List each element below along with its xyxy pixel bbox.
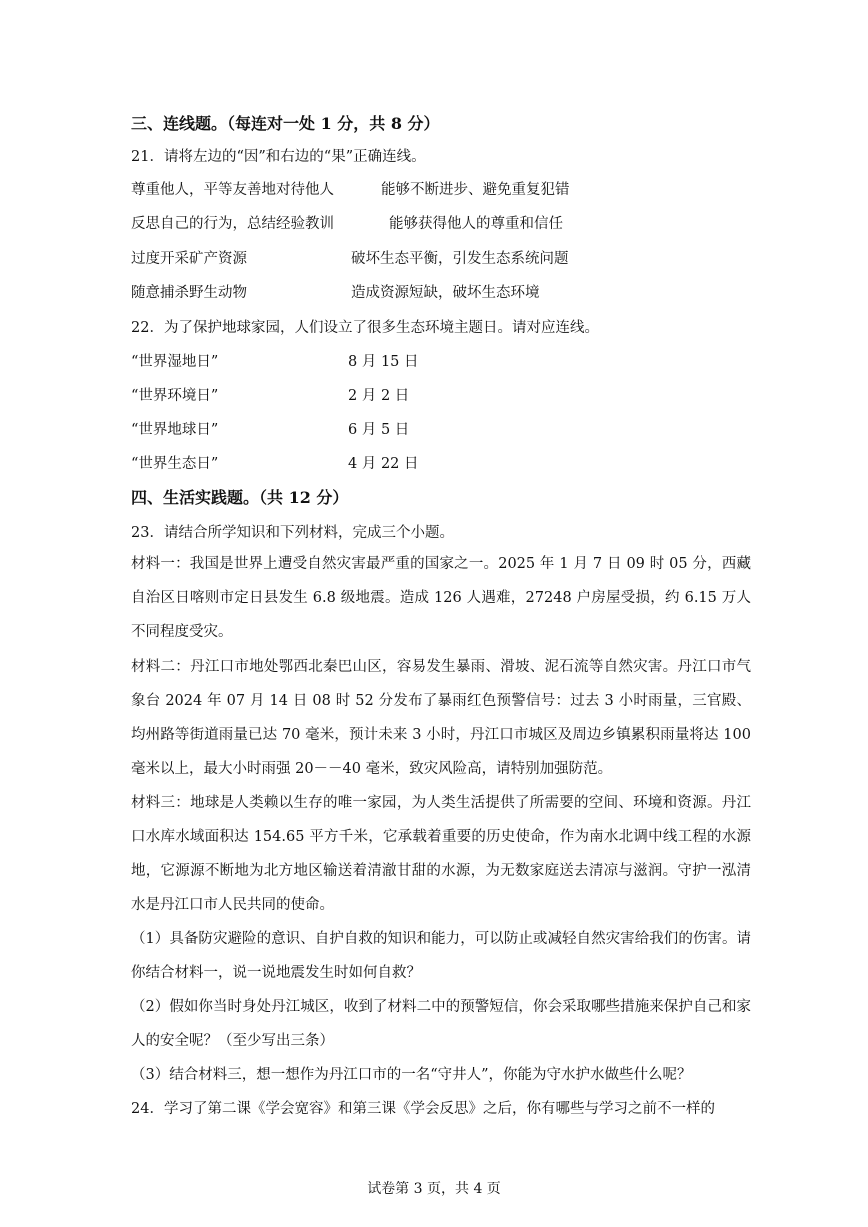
q22-date-2: 2 月 2 日 <box>348 388 410 404</box>
q21-effect-3: 破坏生态平衡，引发生态系统问题 <box>351 251 569 267</box>
q22-day-4: “世界生态日” <box>131 456 219 472</box>
q21-effect-2: 能够获得他人的尊重和信任 <box>389 216 563 232</box>
q21-prompt: 21．请将左边的“因”和右边的“果”正确连线。 <box>131 149 426 165</box>
q23-sub-question-2: （2）假如你当时身处丹江城区，收到了材料二中的预警短信，你会采取哪些措施来保护自己和家人的安全呢？（至少写出三条） <box>131 999 751 1049</box>
q22-prompt: 22．为了保护地球家园，人们设立了很多生态环境主题日。请对应连线。 <box>131 320 599 336</box>
section3-heading: 三、连线题。（每连对一处 1 分，共 8 分） <box>131 114 440 133</box>
page-footer: 试卷第 3 页，共 4 页 <box>367 1181 501 1197</box>
q22-date-4: 4 月 22 日 <box>348 456 419 472</box>
q23-material-3: 材料三：地球是人类赖以生存的唯一家园，为人类生活提供了所需要的空间、环境和资源。丹江口水库水域面积达 154.65 平方千米，它承载着重要的历史使命，作为南水北调中线工程的水源地，它源源不断地为北方地区输送着清澈甘甜的水源，为无数家庭送去清凉与滋润。守护一泓清水是丹江口市人民共同的使命。 <box>131 795 751 913</box>
q21-cause-3: 过度开采矿产资源 <box>131 251 247 267</box>
q21-effect-4: 造成资源短缺，破坏生态环境 <box>351 285 540 301</box>
q22-day-1: “世界湿地日” <box>131 354 219 370</box>
q23-sub-question-1: （1）具备防灾避险的意识、自护自救的知识和能力，可以防止或减轻自然灾害给我们的伤害。请你结合材料一，说一说地震发生时如何自救？ <box>131 931 751 981</box>
section4-heading: 四、生活实践题。（共 12 分） <box>131 488 349 507</box>
q21-cause-1: 尊重他人，平等友善地对待他人 <box>131 182 334 198</box>
q22-day-2: “世界环境日” <box>131 388 219 404</box>
q24-prompt: 24．学习了第二课《学会宽容》和第三课《学会反思》之后，你有哪些与学习之前不一样的 <box>131 1101 715 1117</box>
q22-date-1: 8 月 15 日 <box>348 354 419 370</box>
q22-day-3: “世界地球日” <box>131 422 219 438</box>
q23-material-2: 材料二：丹江口市地处鄂西北秦巴山区，容易发生暴雨、滑坡、泥石流等自然灾害。丹江口市气象台 2024 年 07 月 14 日 08 时 52 分发布了暴雨红色预警信号：过去 3 小时雨量，三官殿、均州路等街道雨量已达 70 毫米，预计未来 3 小时，丹江口市城区及周边乡镇累积雨量将达 100 毫米以上，最大小时雨强 20－－40 毫米，致灾风险高，请特别加强防范。 <box>131 659 751 777</box>
q23-sub-question-3: （3）结合材料三，想一想作为丹江口市的一名“守井人”，你能为守水护水做些什么呢？ <box>131 1067 692 1083</box>
q21-cause-4: 随意捕杀野生动物 <box>131 285 247 301</box>
q22-date-3: 6 月 5 日 <box>348 422 410 438</box>
q23-material-1: 材料一：我国是世界上遭受自然灾害最严重的国家之一。2025 年 1 月 7 日 09 时 05 分，西藏自治区日喀则市定日县发生 6.8 级地震。造成 126 人遇难，27248 户房屋受损，约 6.15 万人不同程度受灾。 <box>131 556 751 640</box>
q21-cause-2: 反思自己的行为，总结经验教训 <box>131 216 334 232</box>
q21-effect-1: 能够不断进步、避免重复犯错 <box>381 182 570 198</box>
q23-prompt: 23．请结合所学知识和下列材料，完成三个小题。 <box>131 525 454 541</box>
